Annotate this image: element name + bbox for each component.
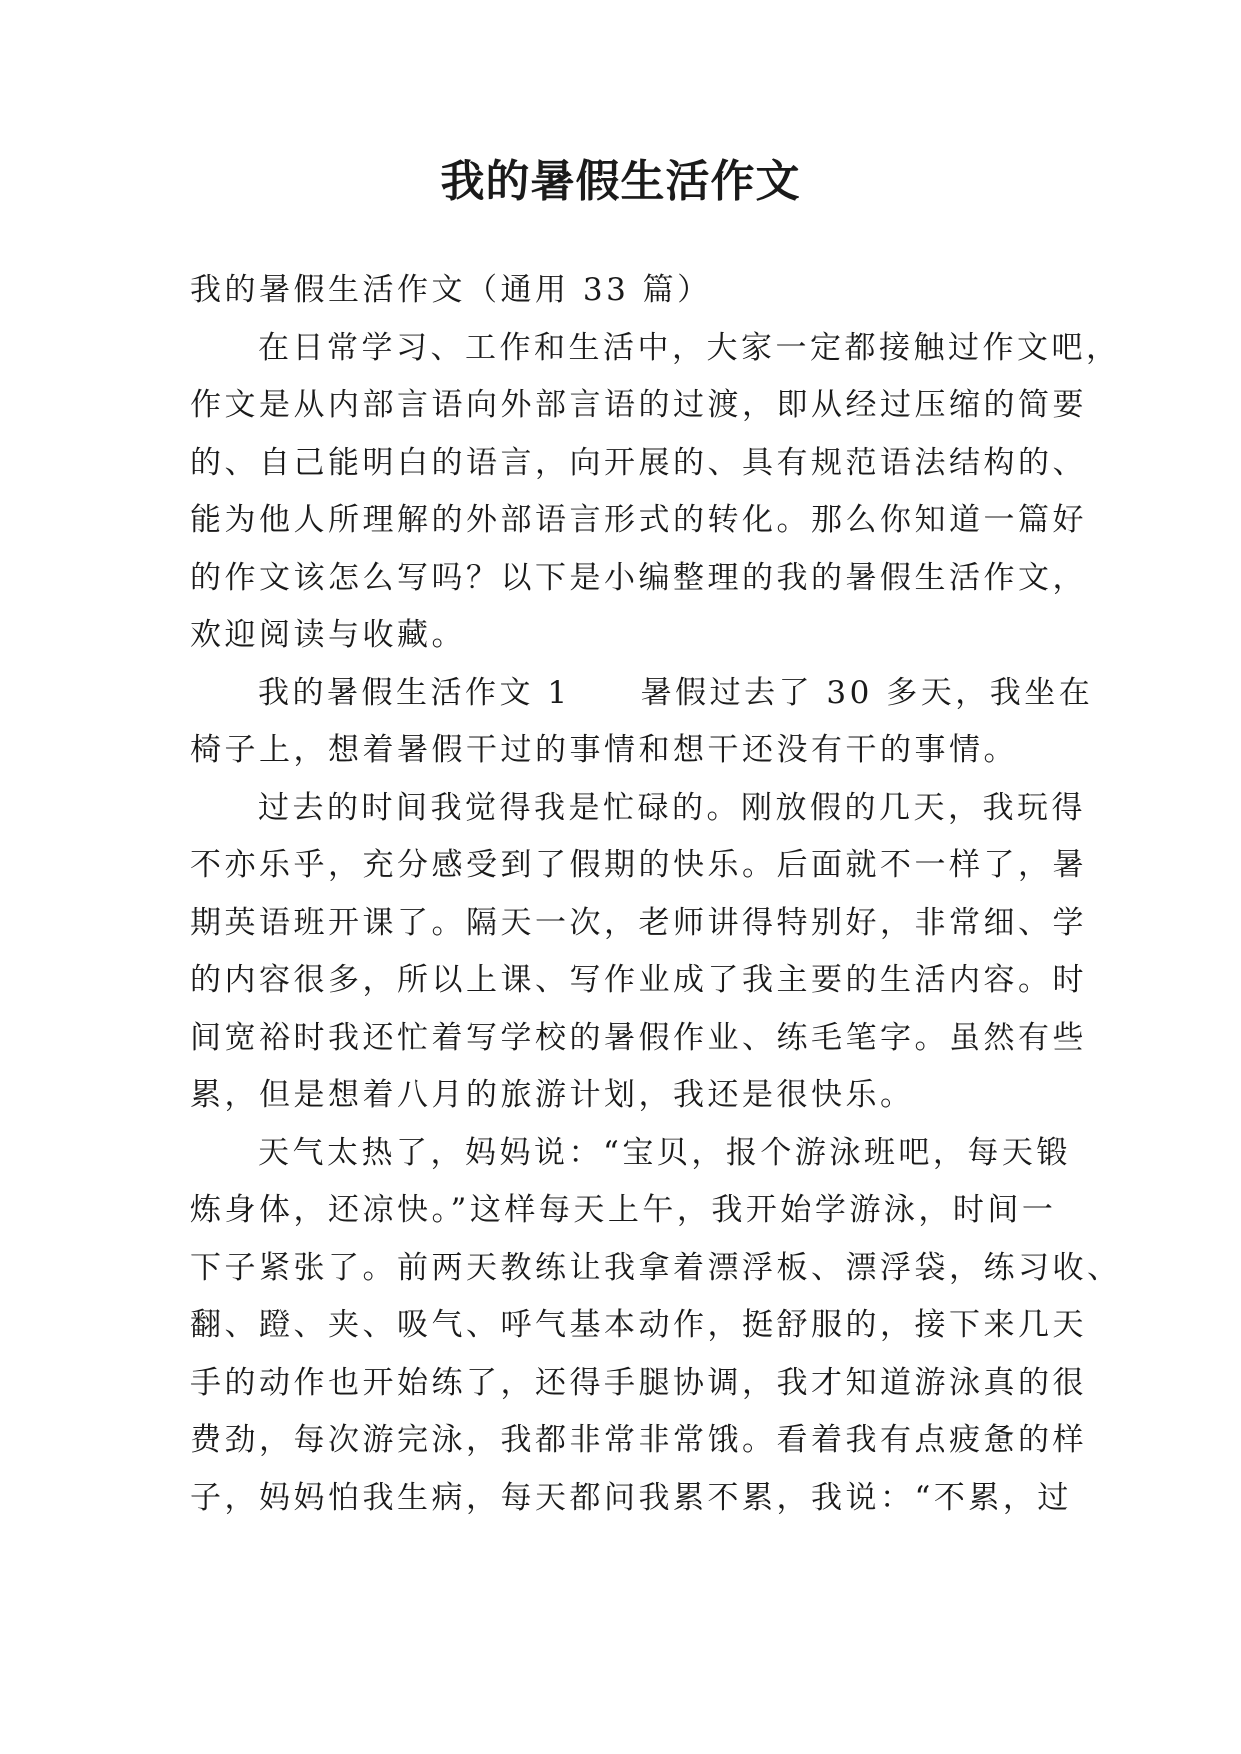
paragraph-line: 不亦乐乎，充分感受到了假期的快乐。后面就不一样了，暑 <box>190 847 1087 883</box>
paragraph-line: 能为他人所理解的外部语言形式的转化。那么你知道一篇好 <box>190 502 1087 538</box>
paragraph-line: 的内容很多，所以上课、写作业成了我主要的生活内容。时 <box>190 962 1087 998</box>
paragraph-line: 在日常学习、工作和生活中，大家一定都接触过作文吧， <box>258 329 1121 366</box>
section-heading: 我的暑假生活作文 1 <box>258 674 571 711</box>
paragraph-line: 期英语班开课了。隔天一次，老师讲得特别好，非常细、学 <box>190 904 1087 941</box>
section-heading-line <box>190 665 1094 723</box>
paragraph-line: 费劲，每次游完泳，我都非常非常饿。看着我有点疲惫的样 <box>190 1422 1087 1458</box>
paragraph-text: 暑假过去了 30 多天，我坐在 <box>640 674 1094 711</box>
paragraph-line: 手的动作也开始练了，还得手腿协调，我才知道游泳真的很 <box>190 1364 1087 1401</box>
paragraph-line: 下子紧张了。前两天教练让我拿着漂浮板、漂浮袋，练习收、 <box>190 1249 1122 1286</box>
paragraph-line: 间宽裕时我还忙着写学校的暑假作业、练毛笔字。虽然有些 <box>190 1019 1087 1056</box>
paragraph-line: 炼身体，还凉快。”这样每天上午，我开始学游泳，时间一 <box>190 1192 1057 1228</box>
document-title: 我的暑假生活作文 <box>440 156 801 207</box>
paragraph-line: 欢迎阅读与收藏。 <box>190 617 466 653</box>
paragraph-line: 椅子上，想着暑假干过的事情和想干还没有干的事情。 <box>190 732 1018 768</box>
paragraph-line: 的、自己能明白的语言，向开展的、具有规范语法结构的、 <box>190 444 1087 481</box>
paragraph-line: 作文是从内部言语向外部言语的过渡，即从经过压缩的简要 <box>190 387 1087 423</box>
document-body <box>190 262 1122 1527</box>
subtitle-line: 我的暑假生活作文（通用 33 篇） <box>190 272 712 308</box>
paragraph-line: 的作文该怎么写吗？以下是小编整理的我的暑假生活作文， <box>190 559 1087 596</box>
paragraph-line: 子，妈妈怕我生病，每天都问我累不累，我说：“不累，过 <box>190 1479 1072 1516</box>
paragraph-line: 天气太热了，妈妈说：“宝贝，报个游泳班吧，每天锻 <box>258 1134 1071 1171</box>
paragraph-line: 翻、蹬、夹、吸气、呼气基本动作，挺舒服的，接下来几天 <box>190 1307 1087 1343</box>
paragraph-line: 累，但是想着八月的旅游计划，我还是很快乐。 <box>190 1077 915 1113</box>
paragraph-line: 过去的时间我觉得我是忙碌的。刚放假的几天，我玩得 <box>258 789 1086 826</box>
